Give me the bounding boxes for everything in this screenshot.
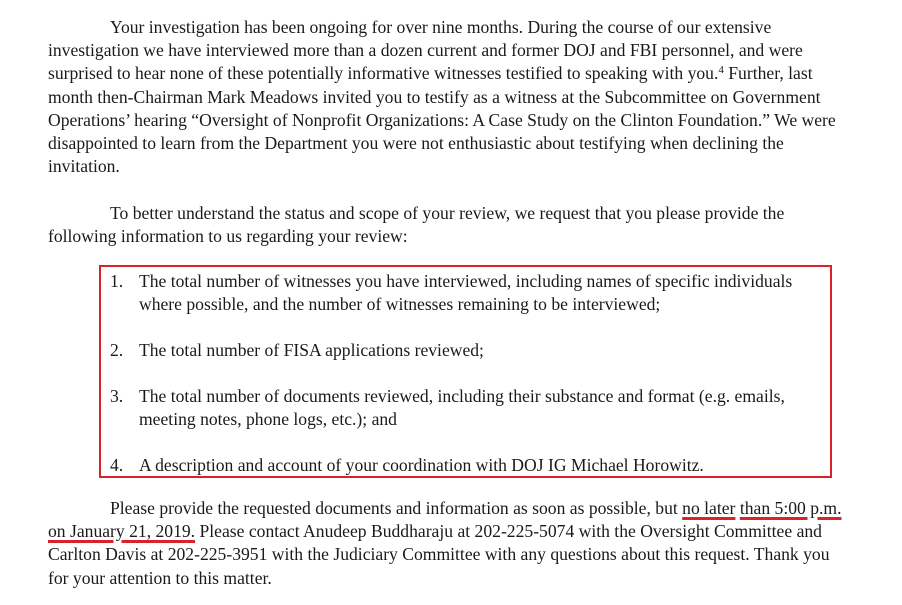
request-item [110,454,835,477]
paragraph-deadline-text-2: Please contact Anudeep Buddharaju at 202-225-5074 with the Oversight Committee and Carlton Davis at 202-225-3951 with the Judiciary Committee with any questions about this request. Thank you for your attention to this matter. [48,521,830,588]
paragraph-investigation-text-2: Further, last month then-Chairman Mark Meadows invited you to testify as a witness at the Subcommittee on Government Operations’ hearing “Oversight of Nonprofit Organizations: A Case Study on the Clinton Foundation.” We were disappointed to learn from the Department you were not enthusiastic about testifying when declining the invitation. [48,63,836,177]
request-item-number: 4. [110,455,124,475]
paragraph-deadline-text-1: Please provide the requested documents and information as soon as possible, but [110,498,683,518]
request-item [110,385,835,431]
paragraph-investigation-text-1: Your investigation has been ongoing for over nine months. During the course of our extensive investigation we have interviewed more than a dozen current and former DOJ and FBI personnel, and were surprised to hear none of these potentially informative witnesses testified to speaking with you. [48,17,803,84]
request-item-number: 3. [110,386,124,406]
request-item [110,339,835,362]
request-item-text: A description and account of your coordination with DOJ IG Michael Horowitz. [139,455,704,475]
request-item-number: 2. [110,340,124,360]
deadline-underlined-a: no later [682,498,736,518]
request-item-text: The total number of FISA applications reviewed; [139,340,484,360]
deadline-underlined-b: than 5:00 p.m. on January 21, 2019. [48,498,842,542]
request-item-text: The total number of documents reviewed, including their substance and format (e.g. emails, meeting notes, phone logs, etc.); and [139,386,785,430]
request-item-text: The total number of witnesses you have interviewed, including names of specific individuals where possible, and the number of witnesses remaining to be interviewed; [139,271,793,315]
request-item-number: 1. [110,271,124,291]
paragraph-investigation [48,16,848,178]
paragraph-request-intro: To better understand the status and scope of your review, we request that you please provide the following information to us regarding your review: [48,203,785,247]
footnote-reference: 4 [718,64,724,77]
paragraph-deadline [48,497,848,590]
request-item [110,270,835,316]
